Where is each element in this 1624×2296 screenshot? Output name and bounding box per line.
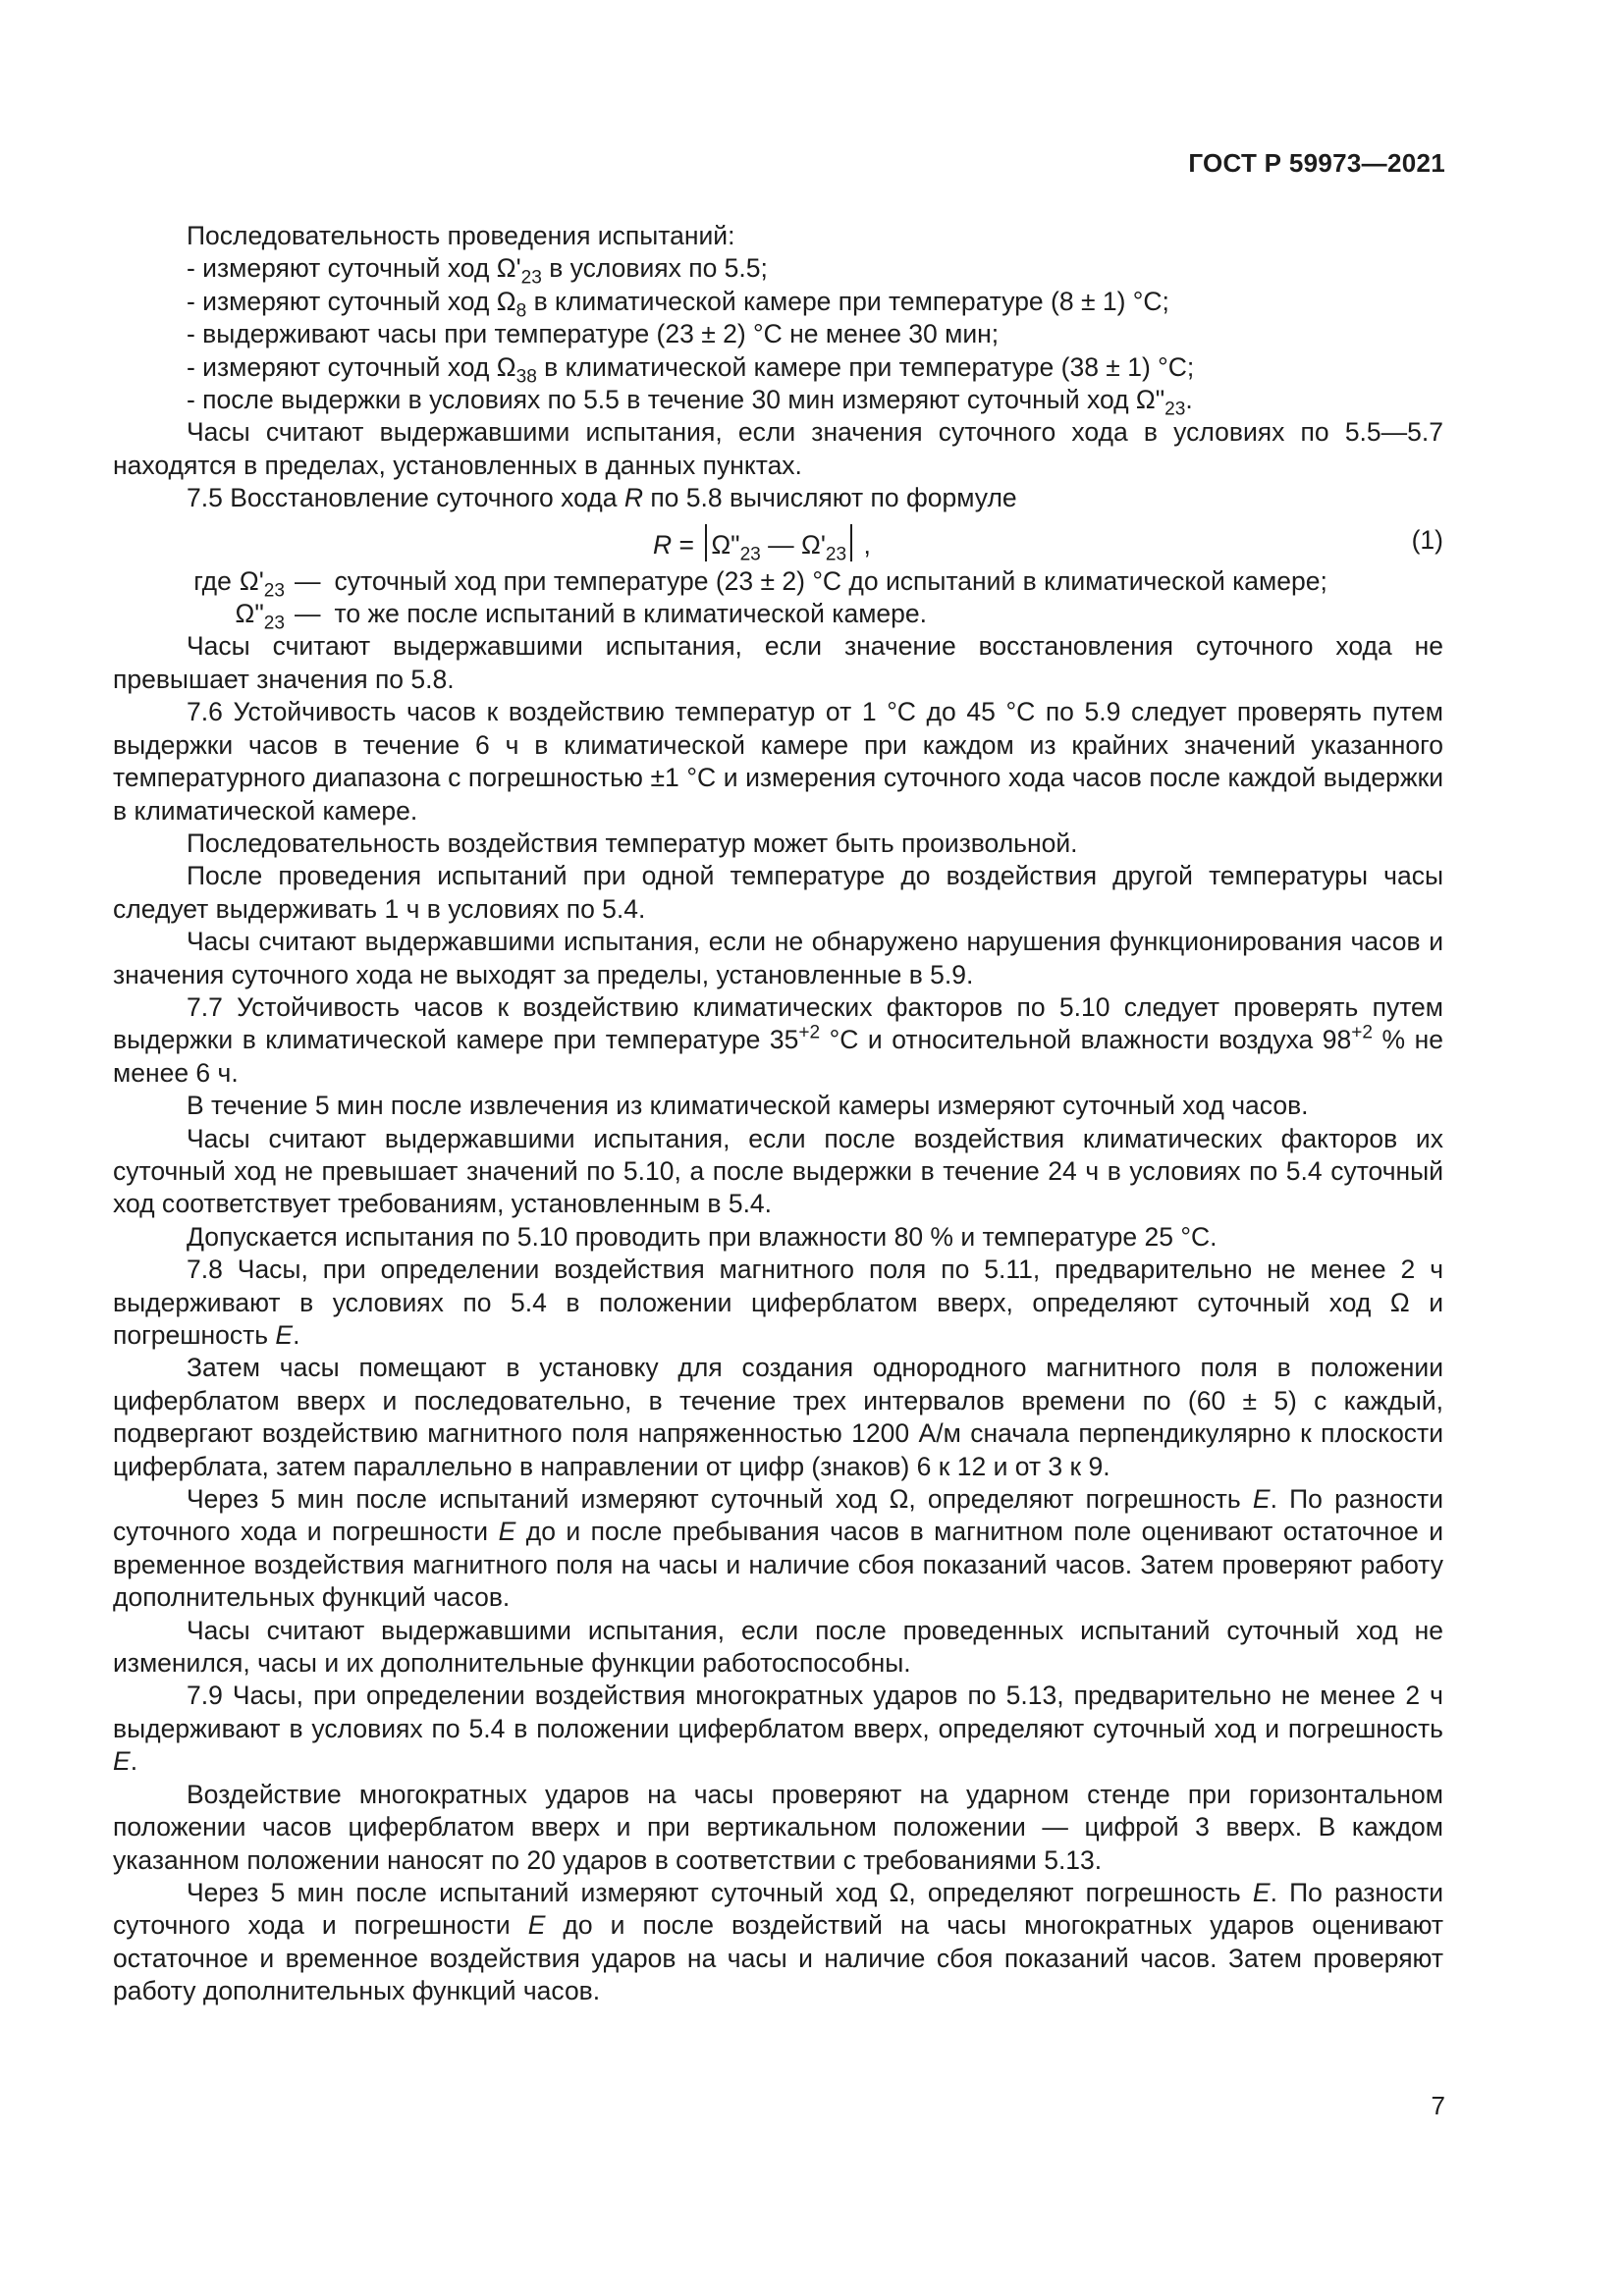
paragraph: Допускается испытания по 5.10 проводить при влажности 80 % и температуре 25 °С. <box>187 1221 1218 1252</box>
abs-bar-left <box>705 524 707 561</box>
paragraph: Через 5 мин после испытаний измеряют суточный ход Ω, определяют погрешность Е. По разности суточного хода и погрешности Е до и после воздействий на часы многократных ударов оценивают остаточное и временное воздействия ударов на часы и наличие сбоя показаний часов. Затем проверяют работу дополнительных функций часов. <box>113 1877 1444 2006</box>
page-number: 7 <box>1431 2091 1445 2120</box>
paragraph: Через 5 мин после испытаний измеряют суточный ход Ω, определяют погрешность Е. По разности суточного хода и погрешности Е до и после пребывания часов в магнитном поле оценивают остаточное и временное воздействия магнитного поля на часы и наличие сбоя показаний часов. Затем проверяют работу дополнительных функций часов. <box>113 1484 1443 1613</box>
sequence-item: - выдерживают часы при температуре (23 ± 2) °С не менее 30 мин; <box>187 319 1000 349</box>
paragraph: Часы считают выдержавшими испытания, если после проведенных испытаний суточный ход не изменился, часы и их дополнительные функции работоспособны. <box>113 1615 1443 1679</box>
clause-7-5: 7.5 Восстановление суточного хода R по 5.8 вычисляют по формуле <box>187 483 1017 513</box>
paragraph: Последовательность воздействия температур может быть произвольной. <box>187 828 1078 858</box>
sequence-intro: Последовательность проведения испытаний: <box>187 221 735 250</box>
formula-number: (1) <box>1411 524 1443 555</box>
paragraph: После проведения испытаний при одной температуре до воздействия другой температуры часы следует выдерживать 1 ч в условиях по 5.4. <box>113 861 1443 924</box>
definition-row: $\Omega"_{23}$ — то же после испытаний в климатической камере. <box>235 599 928 634</box>
clause-7-9: 7.9 Часы, при определении воздействия многократных ударов по 5.13, предварительно не менее 2 ч выдерживают в условиях по 5.4 в положении циферблатом вверх, определяют суточный ход и погрешность Е. <box>113 1681 1443 1777</box>
sequence-item: - измеряют суточный ход $\Omega_8$ в климатической камере при температуре (8 ± 1) °С; <box>187 286 1169 322</box>
paragraph: Воздействие многократных ударов на часы проверяют на ударном стенде при горизонтальном положении часов циферблатом вверх и при вертикальном положении — цифрой 3 вверх. В каждом указанном положении наносят по 20 ударов в соответствии с требованиями 5.13. <box>113 1779 1443 1875</box>
paragraph: Часы считают выдержавшими испытания, если после воздействия климатических факторов их суточный ход не превышает значений по 5.10, а после выдержки в течение 24 ч в условиях по 5.4 суточный ход соответствует требованиям, установленным в 5.4. <box>113 1123 1443 1219</box>
document-body <box>113 220 1443 2008</box>
clause-7-7: 7.7 Устойчивость часов к воздействию климатических факторов по 5.10 следует проверять путем выдержки в климатической камере при температуре $35^{+2}$ °С и относительной влажности воздуха $98^{+2}$ % не менее 6 ч. <box>113 991 1444 1088</box>
sequence-item: - измеряют суточный ход $\Omega_{38}$ в климатической камере при температуре (38 ± 1) °С; <box>187 351 1195 388</box>
document-id-header: ГОСТ Р 59973—2021 <box>1188 148 1445 178</box>
formula-1 <box>113 518 1443 563</box>
formula-definitions <box>113 565 1443 634</box>
clause-7-8: 7.8 Часы, при определении воздействия магнитного поля по 5.11, предварительно не менее 2 ч выдерживают в условиях по 5.4 в положении циферблатом вверх, определяют суточный ход Ω и погрешность Е. <box>113 1255 1443 1350</box>
paragraph: Затем часы помещают в установку для создания однородного магнитного поля в положении циферблатом вверх и последовательно, в течение трех интервалов времени по (60 ± 5) с каждый, подвергают воздействию магнитного поля напряженностью 1200 А/м сначала перпендикулярно к плоскости циферблата, затем параллельно в направлении от цифр (знаков) 6 к 12 и от 3 к 9. <box>113 1353 1443 1481</box>
clause-7-6: 7.6 Устойчивость часов к воздействию температур от 1 °С до 45 °С по 5.9 следует проверять путем выдержки часов в течение 6 ч в климатической камере при каждом из крайних значений указанного температурного диапазона с погрешностью ±1 °С и измерения суточного хода часов после каждой выдержки в климатической камере. <box>113 697 1443 826</box>
paragraph: Часы считают выдержавшими испытания, если не обнаружено нарушения функционирования часов и значения суточного хода не выходят за пределы, установленные в 5.9. <box>113 927 1443 989</box>
formula-expression: $R = \Omega"_{23}$ — $\Omega'_{23}$ , <box>653 524 871 561</box>
abs-bar-right <box>850 524 852 561</box>
sequence-item: - после выдержки в условиях по 5.5 в течение 30 мин измеряют суточный ход $\Omega"_{23}$. <box>187 385 1193 420</box>
definition-row: где $\Omega'_{23}$ — суточный ход при температуре (23 ± 2) °С до испытаний в климатической камере; <box>193 565 1327 602</box>
paragraph: Часы считают выдержавшими испытания, если значения суточного хода в условиях по 5.5—5.7 находятся в пределах, установленных в данных пунктах. <box>113 417 1443 480</box>
sequence-item: - измеряют суточный ход $\Omega'_{23}$ в условиях по 5.5; <box>187 253 768 290</box>
paragraph: Часы считают выдержавшими испытания, если значение восстановления суточного хода не превышает значения по 5.8. <box>113 631 1443 694</box>
paragraph: В течение 5 мин после извлечения из климатической камеры измеряют суточный ход часов. <box>187 1091 1309 1121</box>
